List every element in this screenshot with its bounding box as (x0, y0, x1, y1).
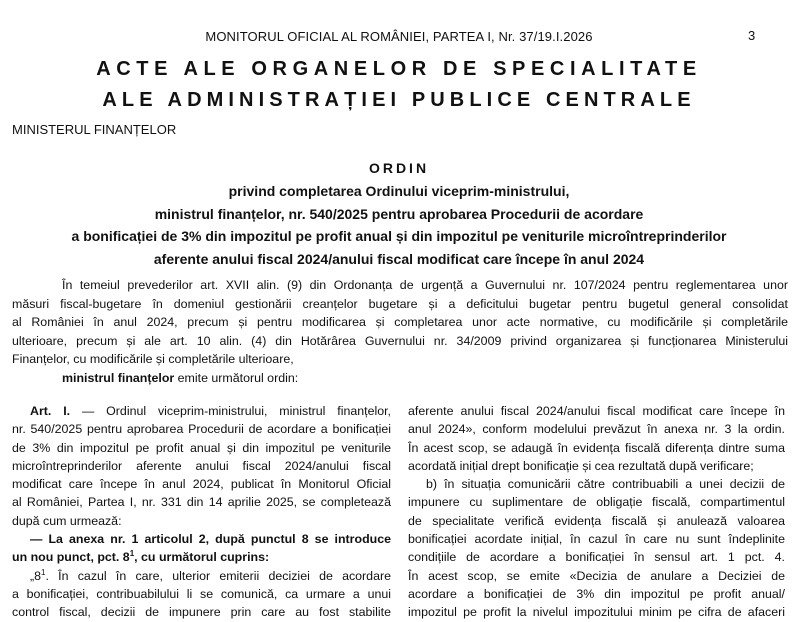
preamble-line: al României în anul 2024, precum și pentru modificarea și completarea unor acte normative, cu modificările și completările (12, 315, 788, 329)
quoted-text: „8 (30, 568, 42, 583)
article-label: Art. I. (30, 404, 71, 418)
right-text-column (408, 402, 785, 622)
quoted-point-line (12, 567, 391, 585)
issuing-ministry: MINISTERUL FINANȚELOR (12, 122, 177, 137)
point-b-line: În acest scop, se emite «Decizia de anulare a Deciziei de (408, 568, 785, 583)
order-subject-line: privind completarea Ordinului viceprim-ministrului, (228, 183, 570, 199)
order-subject-line: a bonificației de 3% din impozitul pe profit anual și din impozitul pe veniturile microîntreprinderilor (71, 228, 727, 245)
order-subject (0, 180, 798, 270)
left-text-column (12, 402, 391, 622)
article-line: al României, Partea I, nr. 331 din 14 aprilie 2025, se completează (12, 495, 391, 510)
preamble-line: ulterioare, precum și ale art. 10 alin. (4) din Hotărârea Guvernului nr. 34/2009 privind organizarea și funcționarea Ministerului (12, 333, 788, 348)
point-b-line: condițiile de acordare a bonificației în sensul art. 1 pct. 4. (408, 550, 785, 565)
issuer-name: ministrul finanțelor (62, 371, 175, 385)
article-first-line (12, 402, 391, 420)
point-b-line: impozitul pe profit la nivelul impozitului minim pe cifra de afaceri (408, 605, 785, 620)
order-subject-line: ministrul finanțelor, nr. 540/2025 pentru aprobarea Procedurii de acordare (154, 205, 644, 222)
section-title-line-1: ACTE ALE ORGANELOR DE SPECIALITATE (96, 58, 702, 80)
article-text: — Ordinul viceprim-ministrului, ministrul finanțelor, (70, 404, 391, 418)
issuing-formula-text: emite următorul ordin: (174, 371, 299, 385)
section-title-line-2: ALE ADMINISTRAȚIEI PUBLICE CENTRALE (102, 89, 696, 111)
quoted-text: . În cazul în care, ulterior emiterii deciziei de acordare (45, 568, 391, 583)
point-b-line: b) în situația comunicării către contribuabili a unei decizii de (426, 477, 785, 492)
point-b-line: acordare a bonificației de 3% din impozitul pe profit anual/ (408, 586, 785, 601)
article-line: microîntreprinderilor aferente anului fiscal 2024/anului fiscal (12, 458, 391, 473)
article-line: de 3% din impozitul pe profit anual și din impozitul pe veniturile (12, 440, 391, 455)
preamble-line: măsuri fiscal-bugetare în domeniul gestionării creanțelor bugetare și a deficitului bugetar pentru bugetul general consolidat (12, 296, 788, 311)
point-a-line: anul 2024», conform modelului prevăzut în anexa nr. 3 la ordin. (408, 422, 785, 437)
point-a-line: În acest scop, se adaugă în evidența fiscală diferența dintre suma (408, 440, 785, 455)
order-heading: ORDIN (368, 160, 430, 176)
article-line: nr. 540/2025 pentru aprobarea Procedurii de acordare a bonificației (12, 422, 391, 437)
point-b-line: bonificației acordate inițial, în cazul în care nu sunt îndeplinite (408, 532, 785, 547)
preamble-paragraph (12, 276, 788, 369)
article-line: modificat care începe în anul 2024, publicat în Monitorul Oficial (12, 477, 391, 492)
preamble-line: În temeiul prevederilor art. XVII alin. (9) din Ordonanța de urgență a Guvernului nr. 107/2024 pentru reglementarea unor (62, 278, 788, 292)
point-b-line: impunere cu suplimentare de obligație fiscală, compartimentul (408, 495, 785, 510)
running-header: MONITORUL OFICIAL AL ROMÂNIEI, PARTEA I, Nr. 37/19.I.2026 (205, 29, 593, 44)
amendment-instruction-line: — La anexa nr. 1 articolul 2, după punctul 8 se introduce (30, 532, 391, 547)
amendment-text: , cu următorul cuprins: (134, 550, 270, 565)
superscript: 1 (129, 549, 135, 559)
point-a-line: acordată inițial drept bonificație și cea rezultată după verificare; (408, 458, 754, 473)
quoted-point-line: a bonificației, contribuabilului li se comunică, ca urmare a unui (12, 586, 391, 601)
amendment-instruction-line (12, 548, 391, 566)
point-b-line: de specialitate verifică evidența fiscală și anulează valoarea (408, 513, 785, 528)
superscript: 1 (41, 567, 46, 577)
order-subject-line: aferente anului fiscal 2024/anului fiscal modificat care începe în anul 2024 (153, 250, 645, 267)
issuing-formula (62, 371, 298, 385)
page-number: 3 (748, 28, 756, 43)
point-a-line: aferente anului fiscal 2024/anului fiscal modificat care începe în (408, 404, 785, 418)
article-line: după cum urmează: (12, 513, 122, 528)
quoted-point-line: control fiscal, decizii de impunere prin care au fost stabilite (12, 605, 391, 620)
preamble-line: Finanțelor, cu modificările și completările ulterioare, (12, 352, 294, 366)
amendment-text: un nou punct, pct. 8 (12, 550, 130, 565)
